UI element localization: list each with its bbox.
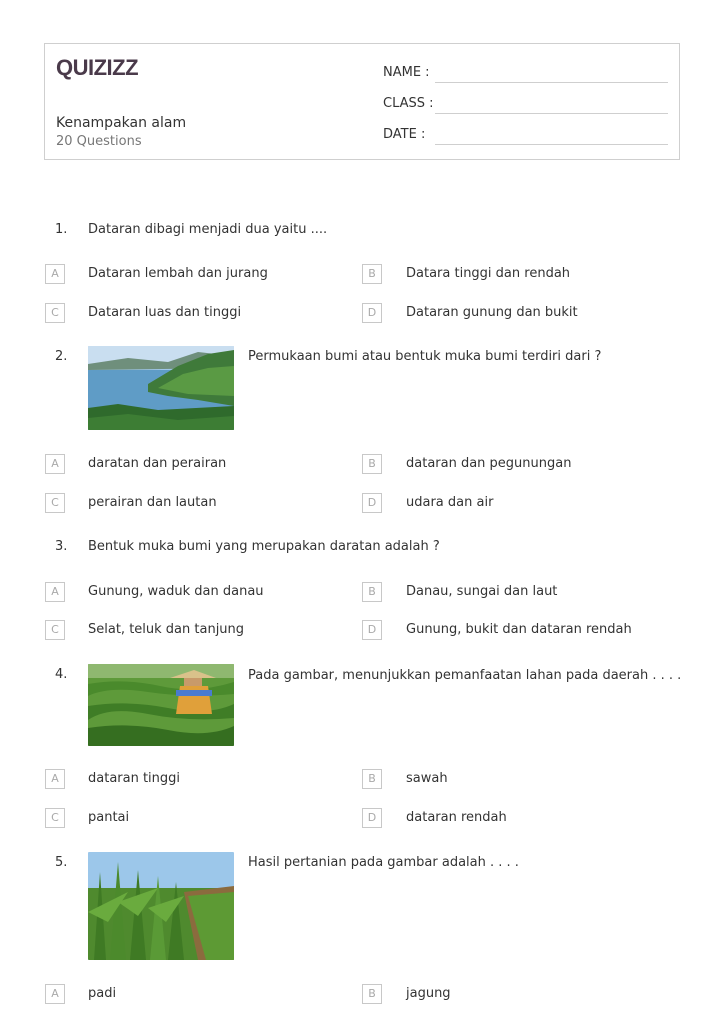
lake-landscape-image [88,346,234,430]
option-letter-a: A [45,769,65,789]
option-text-b: Datara tinggi dan rendah [406,266,571,281]
option-letter-c: C [45,620,65,640]
question-text: Bentuk muka bumi yang merupakan daratan adalah ? [88,539,440,554]
option-text-b: dataran dan pegunungan [406,456,572,471]
option-text-c: Dataran luas dan tinggi [88,305,242,320]
option-text-c: pantai [88,810,130,825]
option-text-d: dataran rendah [406,810,507,825]
question-text: Permukaan bumi atau bentuk muka bumi terdiri dari ? [248,349,602,364]
date-label: DATE : [383,127,426,142]
option-text-d: Gunung, bukit dan dataran rendah [406,622,632,637]
question-text: Pada gambar, menunjukkan pemanfaatan lahan pada daerah . . . . [248,668,682,683]
option-text-a: Dataran lembah dan jurang [88,266,268,281]
worksheet-title: Kenampakan alam [56,115,187,131]
question-number: 1. [55,222,68,237]
option-letter-b: B [362,264,382,284]
option-text-d: udara dan air [406,495,494,510]
name-label: NAME : [383,65,430,80]
class-field [383,94,668,116]
date-field [383,125,668,147]
option-letter-c: C [45,303,65,323]
question-count: 20 Questions [56,134,142,149]
option-letter-a: A [45,984,65,1004]
option-letter-a: A [45,454,65,474]
class-line [435,113,668,114]
option-letter-d: D [362,808,382,828]
date-line [435,144,668,145]
tea-plantation-image [88,664,234,746]
name-field [383,63,668,85]
option-letter-c: C [45,493,65,513]
name-line [435,82,668,83]
option-text-a: daratan dan perairan [88,456,227,471]
option-letter-d: D [362,620,382,640]
question-text: Dataran dibagi menjadi dua yaitu .... [88,222,328,237]
option-text-b: Danau, sungai dan laut [406,584,558,599]
option-text-b: sawah [406,771,448,786]
option-text-c: perairan dan lautan [88,495,217,510]
option-letter-d: D [362,493,382,513]
corn-field-image [88,852,234,960]
option-letter-a: A [45,264,65,284]
option-letter-a: A [45,582,65,602]
option-text-a: padi [88,986,117,1001]
worksheet-header [44,43,680,160]
option-letter-b: B [362,582,382,602]
option-letter-c: C [45,808,65,828]
option-text-a: dataran tinggi [88,771,181,786]
option-text-d: Dataran gunung dan bukit [406,305,578,320]
option-letter-d: D [362,303,382,323]
quizizz-logo: QUIZIZZ [56,55,139,80]
question-number: 3. [55,539,68,554]
option-letter-b: B [362,454,382,474]
option-letter-b: B [362,769,382,789]
question-number: 2. [55,349,68,364]
class-label: CLASS : [383,96,434,111]
option-text-c: Selat, teluk dan tanjung [88,622,245,637]
option-text-b: jagung [406,986,451,1001]
question-number: 4. [55,667,68,682]
option-text-a: Gunung, waduk dan danau [88,584,264,599]
option-letter-b: B [362,984,382,1004]
question-number: 5. [55,855,68,870]
question-text: Hasil pertanian pada gambar adalah . . . . [248,855,519,870]
